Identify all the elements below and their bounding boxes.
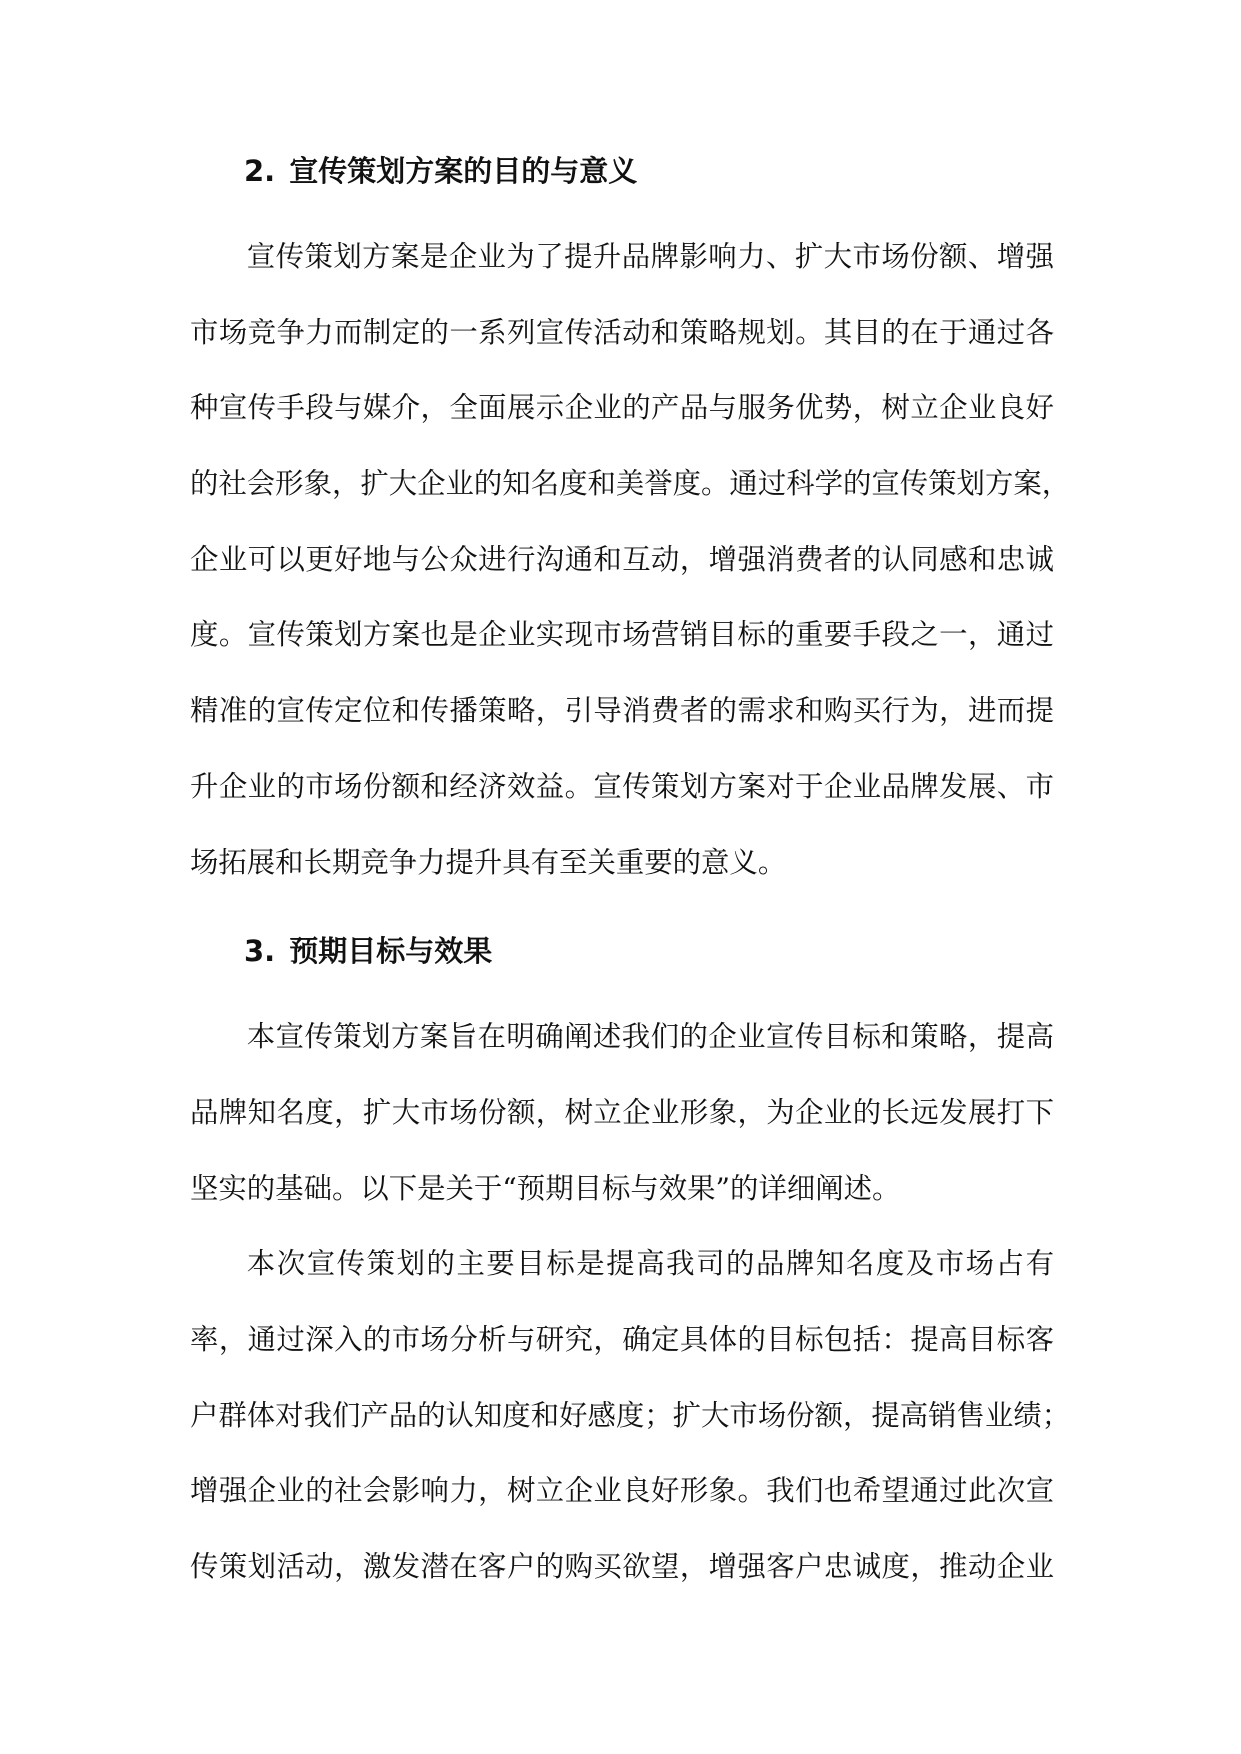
section-heading [190,926,1054,976]
paragraph-line: 的社会形象，扩大企业的知名度和美誉度。通过科学的宣传策划方案， [190,467,1071,501]
body-paragraph [190,999,1054,1226]
paragraph-line: 坚实的基础。以下是关于“预期目标与效果”的详细阐述。 [190,1171,901,1205]
paragraph-line: 本次宣传策划的主要目标是提高我司的品牌知名度及市场占有 [246,1247,1054,1281]
section-title: 宣传策划方案的目的与意义 [289,154,638,188]
section-number: 2. [244,154,276,188]
paragraph-line: 企业可以更好地与公众进行沟通和互动，增强消费者的认同感和忠诚 [190,542,1054,576]
paragraph-line: 率，通过深入的市场分析与研究，确定具体的目标包括：提高目标客 [190,1322,1054,1356]
paragraph-line: 场拓展和长期竞争力提升具有至关重要的意义。 [190,845,787,879]
paragraph-line: 升企业的市场份额和经济效益。宣传策划方案对于企业品牌发展、市 [190,769,1054,803]
section-title: 预期目标与效果 [289,934,493,969]
paragraph-line: 增强企业的社会影响力，树立企业良好形象。我们也希望通过此次宣 [190,1474,1054,1508]
paragraph-line: 传策划活动，激发潜在客户的购买欲望，增强客户忠诚度，推动企业 [190,1550,1054,1583]
paragraph-line: 种宣传手段与媒介，全面展示企业的产品与服务优势，树立企业良好 [190,391,1054,425]
paragraph-line: 品牌知名度，扩大市场份额，树立企业形象，为企业的长远发展打下 [190,1095,1054,1129]
paragraph-line: 度。宣传策划方案也是企业实现市场营销目标的重要手段之一，通过 [190,618,1054,652]
paragraph-line: 精准的宣传定位和传播策略，引导消费者的需求和购买行为，进而提 [190,694,1054,728]
body-paragraph [190,219,1071,900]
section-number: 3. [244,934,276,969]
paragraph-line: 户群体对我们产品的认知度和好感度；扩大市场份额，提高销售业绩； [190,1398,1071,1432]
paragraph-line: 本宣传策划方案旨在明确阐述我们的企业宣传目标和策略，提高 [246,1020,1054,1054]
section-heading [190,146,1054,196]
paragraph-line: 市场竞争力而制定的一系列宣传活动和策略规划。其目的在于通过各 [190,315,1054,349]
paragraph-line: 宣传策划方案是企业为了提升品牌影响力、扩大市场份额、增强 [246,240,1054,273]
page-content [190,146,1071,1605]
body-paragraph [190,1226,1071,1604]
